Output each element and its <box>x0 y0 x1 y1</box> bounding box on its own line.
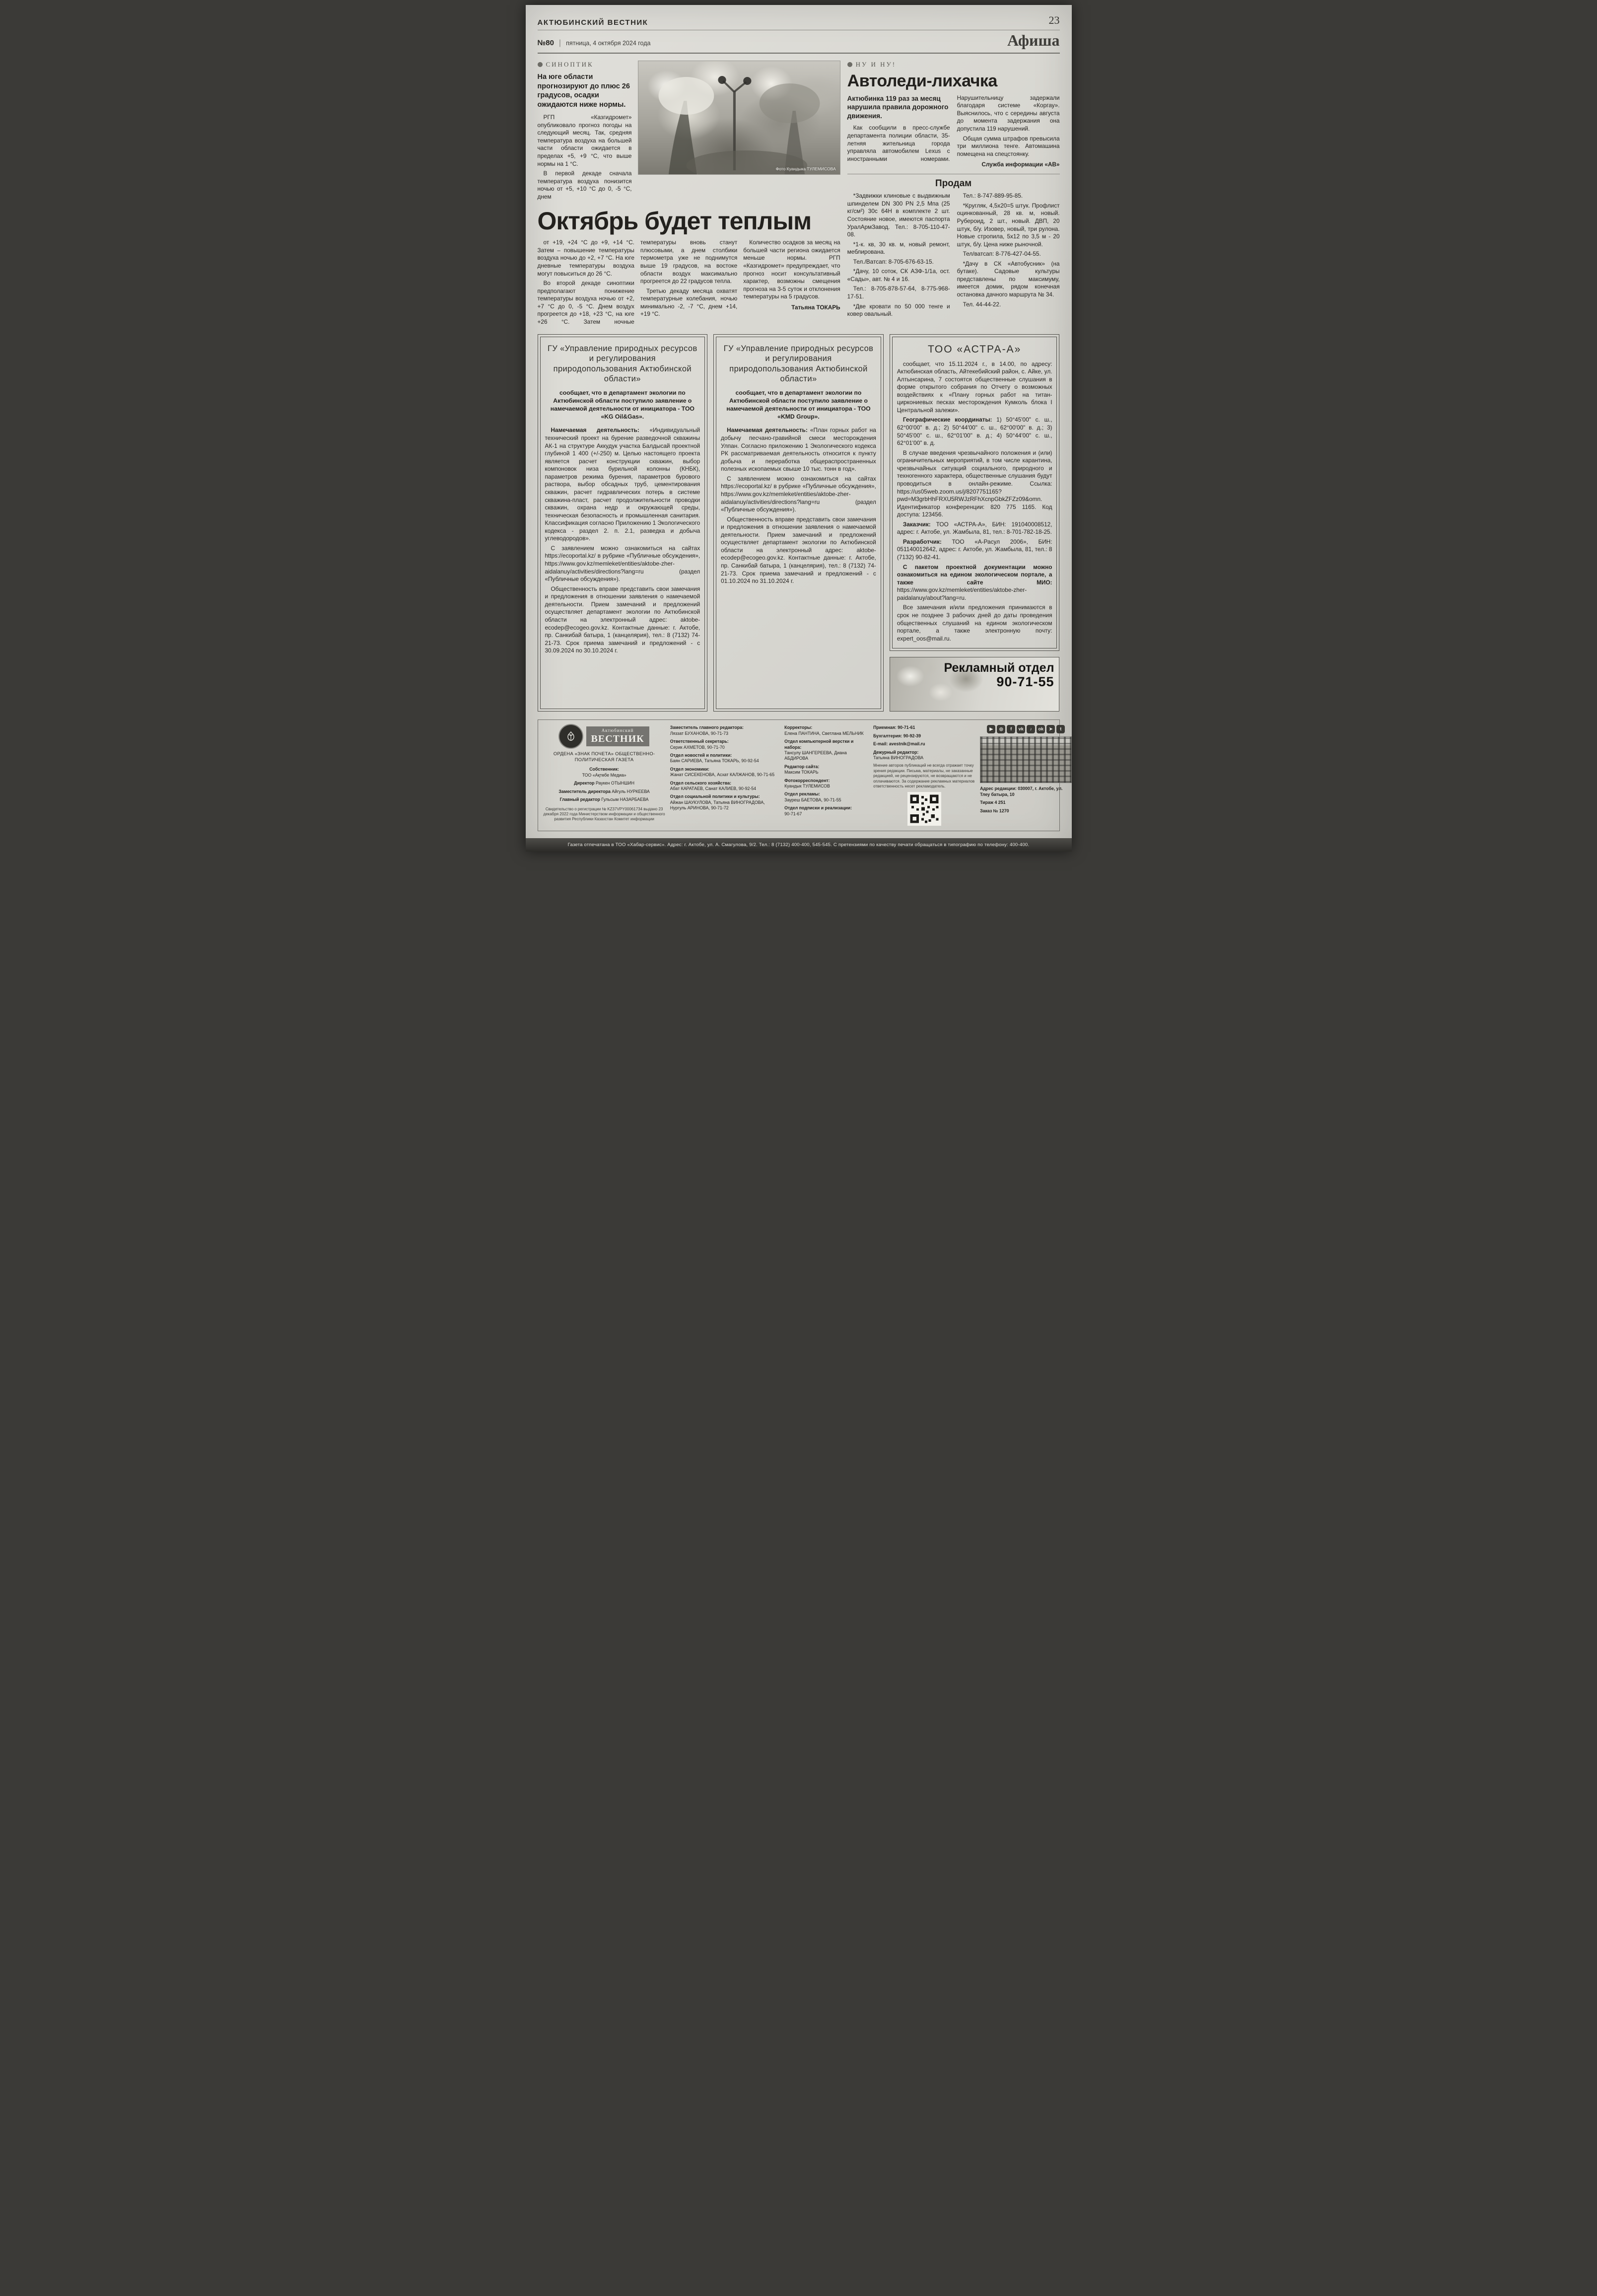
staff-label: Фотокорреспондент: <box>784 778 830 783</box>
page-header <box>538 14 1060 54</box>
notice-subtitle: сообщает, что в департамент экологии по Актюбинской области поступило заявление о намечаемой деятельности от инициатора - ТОО «KG Oil&Gas». <box>550 389 694 420</box>
autolady-headline: Автоледи-лихачка <box>847 71 997 90</box>
notice-lead: Намечаемая деятельность: <box>727 427 808 434</box>
odnoklassniki-icon: ok <box>1037 725 1045 733</box>
notice-paragraph <box>897 416 1052 447</box>
notice-paragraph: Общественность вправе представить свои замечания и предложения в отношении заявления о намечаемой деятельности. Прием замечаний и предложений осуществляет департамент экологии по Актюбинской области на электронный адрес: aktobe-ecodep@ecogeo.gov.kz. Контактные данные: г. Актобе, пр. Санкибай батыра, 1 (канцелярия), тел.: 8 (7132) 74-21-73. Срок приема замечаний и предложений - с 01.10.2024 по 31.10.2024 г. <box>721 515 876 585</box>
notice-paragraph: С заявлением можно ознакомиться на сайтах https://ecoportal.kz/ в рубрике «Публичные обсуждения», https://www.gov.kz/memleket/entities/aktobe-zher-aidalanuy/activities/directions?lang=ru (раздел «Публичные обсуждения»). <box>545 544 700 583</box>
notice-lead: С пакетом проектной документации можно ознакомиться на едином экологическом портале, а также сайте МИО: <box>897 563 1052 586</box>
director-label: Директор <box>574 781 595 786</box>
staff-value: Тансулу ШАНГЕРЕЕВА, Диана АБДИРОВА <box>784 750 847 761</box>
social-icons-row <box>980 725 1072 733</box>
telegram-icon: ➤ <box>1046 725 1055 733</box>
paragraph: Во второй декаде синоптики предполагают понижение температуры воздуха ночью от +2, +7 °С до 0, -5 °С. Днем воздух прогреется до +18, +23 °С, на юге +26 °С. Затем ночные температуры вновь станут плюсовыми, а днем столбики термометра уже не поднимутся выше 19 градусов, на востоке области воздух максимально прогреется до 22 градусов тепла. <box>537 239 738 325</box>
circulation: Тираж 4 251 <box>980 800 1006 805</box>
owner-value: ТОО «Ақтөбе Медиа» <box>582 772 626 778</box>
owner-label: Собственник: <box>589 767 619 772</box>
duty-editor-label: Дежурный редактор: <box>873 749 919 755</box>
tulip-icon <box>564 730 577 743</box>
tiktok-icon: ♪ <box>1027 725 1035 733</box>
qr-code <box>907 792 941 826</box>
weather-lede: На юге области прогнозируют до плюс 26 градусов, осадки ожидаются ниже нормы. <box>537 72 630 109</box>
notice-org: ГУ «Управление природных ресурсов и регулирования природопользования Актюбинской области» <box>547 344 697 384</box>
staff-value: 90-71-67 <box>784 811 802 816</box>
page-number: 23 <box>1048 14 1060 26</box>
chief-editor-label: Главный редактор <box>559 797 600 802</box>
deputy-label: Заместитель директора <box>558 789 611 794</box>
staff-value: Айжан ШАУКУЛОВА, Татьяна ВИНОГРАДОВА, Нургуль АРИНОВА, 90-71-72 <box>670 799 765 811</box>
autolady-lede: Актюбинка 119 раз за месяц нарушила правила дорожного движения. <box>847 94 949 120</box>
weather-byline: Татьяна ТОКАРЬ <box>791 303 840 311</box>
issue-number: №80 <box>537 38 554 47</box>
email-line: E-mail: avestnik@mail.ru <box>873 741 925 747</box>
section-title: Афиша <box>1007 31 1060 49</box>
notice-lead: Намечаемая деятельность: <box>551 427 639 434</box>
facebook-icon: f <box>1007 725 1015 733</box>
staff-value: Абат КАРАТАЕВ, Санат КАЛИЕВ, 90-92-54 <box>670 786 757 791</box>
autolady-byline: Служба информации «АВ» <box>981 161 1060 168</box>
issue-date: пятница, 4 октября 2024 года <box>566 39 651 47</box>
notice-subtitle: сообщает, что в департамент экологии по Актюбинской области поступило заявление о намечаемой деятельности от инициатора - ТОО «KMD Group». <box>726 389 871 420</box>
masthead-badge <box>586 726 649 746</box>
right-boxes-column <box>890 334 1060 712</box>
notice-paragraph <box>545 427 700 542</box>
section-bullet-icon <box>847 62 852 67</box>
notice-org: ГУ «Управление природных ресурсов и регулирования природопользования Актюбинской области» <box>723 344 874 384</box>
instagram-icon: ◎ <box>997 725 1005 733</box>
imprint-col-contacts <box>873 725 975 826</box>
astra-title: ТОО «АСТРА-А» <box>928 343 1022 355</box>
notice-paragraph: сообщает, что 15.11.2024 г., в 14.00, по адресу: Актюбинская область, Айтекебийский район, с. Айке, ул. Алтынсарина, 7 состоятся общественные слушания в форме открытого собрания по Отчету о возможных воздействиях к «Плану горных работ на титан-циркониевых песках месторождения Кумколь блока I Центральной залежи». <box>897 360 1052 414</box>
classified-item: *1-к. кв, 30 кв. м, новый ремонт, меблирована. <box>847 240 950 256</box>
staff-label: Отдел новостей и политики: <box>670 752 732 758</box>
order-number: Заказ № 1270 <box>980 808 1009 813</box>
advertising-department-box <box>890 657 1060 712</box>
staff-label: Редактор сайта: <box>784 764 820 769</box>
staff-label: Отдел сельского хозяйства: <box>670 780 732 786</box>
imprint-col-address <box>980 725 1072 826</box>
notice-paragraph: Все замечания и/или предложения принимаются в срок не позднее 3 рабочих дней до даты проведения общественных слушаний на едином экологическом портале, а также электронную почту: expert_oos@mail.ru. <box>897 604 1052 642</box>
paragraph: Общая сумма штрафов превысила три миллиона тенге. Автомашина помещена на спецстоянку. <box>957 135 1060 157</box>
staff-label: Отдел социальной политики и культуры: <box>670 794 760 799</box>
classifieds-body <box>847 192 1060 318</box>
classified-item: Тел.: 8-747-889-95-85. <box>963 192 1023 200</box>
staff-label: Корректоры: <box>784 725 813 730</box>
paragraph: Как сообщили в пресс-службе департамента полиции области, 35-летняя жительница города управляла автомобилем Lexus с иностранными номерами. Нарушительницу задержали благодаря системе «Коргау». Выяснилось, что с середины августа до момента задержания она допустила 119 нарушений. <box>847 94 1060 162</box>
photo-credit: Фото Куандыка ТУЛЕМИСОВА <box>775 166 836 171</box>
masthead-big: ВЕСТНИК <box>591 733 644 745</box>
reception-phone: Приемная: 90-71-61 <box>873 725 915 730</box>
award-text: ОРДЕНА «ЗНАК ПОЧЕТА» ОБЩЕСТВЕННО-ПОЛИТИЧЕСКАЯ ГАЗЕТА <box>553 751 655 763</box>
vk-icon: vk <box>1017 725 1025 733</box>
staff-value: Баян САРИЕВА, Татьяна ТОКАРЬ, 90-92-54 <box>670 758 759 764</box>
accounting-phone: Бухгалтерия: 90-92-39 <box>873 733 921 738</box>
notice-paragraph: В случае введения чрезвычайного положения и (или) ограничительных мероприятий, в том числе карантина, чрезвычайных ситуаций социального, природного и техногенного характера, общественные слушания будут проводиться в онлайн-режиме. Ссылка: https://us05web.zoom.us/j/8207751165?pwd=M3grbHhFRXU5RWJzRFhXcnpGbkZFZz09&omn. Идентификатор конференции: 820 775 1165. Код доступа: 123456. <box>897 449 1052 518</box>
masthead-small: Актюбинский <box>601 728 634 733</box>
staff-label: Отдел компьютерной верстки и набора: <box>784 739 854 750</box>
right-column <box>847 61 1060 326</box>
section-bullet-icon <box>538 62 543 67</box>
youtube-icon: ▶ <box>987 725 995 733</box>
aktobe-media-logo-icon <box>559 725 582 748</box>
imprint-col-masthead <box>543 725 666 826</box>
print-info-bar: Газета отпечатана в ТОО «Хабар-сервис». Адрес: г. Актобе, ул. А. Смагулова, 9/2. Тел.: 8 (7132) 400-400, 545-545. С претензиями по качеству печати обращаться в типографию по телефону: 400-400. <box>526 838 1072 852</box>
duty-editor-name: Татьяна ВИНОГРАДОВА <box>873 755 924 760</box>
notice-box-kg-oilgas <box>538 334 708 712</box>
director-name: Раукен ОТЫНШИН <box>595 781 634 786</box>
staff-label: Отдел рекламы: <box>784 791 820 797</box>
paragraph: от +19, +24 °С до +9, +14 °С. Затем – повышение температуры воздуха ночью до +2, +7 °С. На юге дневные температуры воздуха могут повыситься до 26 °С. <box>537 239 634 277</box>
classified-item: *Дачу, 10 соток, СК АЗФ-1/1а, ост. «Сады», авт. № 4 и 16. <box>847 268 950 283</box>
notice-text: https://www.gov.kz/memleket/entities/aktobe-zher-paidalanuy/about?lang=ru. <box>897 586 1027 601</box>
staff-value: Ляззат БУХАНОВА, 90-71-73 <box>670 730 728 736</box>
notice-lead: Разработчик: <box>903 538 942 545</box>
staff-value: Елена ПАНТИНА, Светлана МЕЛЬНИК <box>784 730 864 736</box>
notice-lead: Заказчик: <box>903 520 931 528</box>
notice-text: «Индивидуальный технический проект на бурение разведочной скважины АК-1 на структуре Аккудук участка Балдысай проектной глубиной 1 400 (+/-250) м. Целью настоящего проекта является расчет конструкции скважин, выбор компоновок низа бурильной колонны (КНБК), параметров режима бурения, параметров бурового раствора, выбор обсадных труб, цементирования скважин, расчет гидравлических потерь в системе скважина-пласт, расчет продолжительности проводки скважин, охрана недр и окружающей среды, техническая безопасность и промышленная санитария. Классификация согласно Приложению 1 Экологического кодекса - раздел 2. п. 2.1, разведка и добыча углеводородов». <box>545 427 700 542</box>
paragraph: Количество осадков за месяц на большей части региона ожидается меньше нормы. РГП «Казгидромет» предупреждает, что прогноз носит консультативный характер, возможны смещения прогноза на 3-5 суток и отклонения температуры на 5 градусов. <box>743 239 840 300</box>
staff-value: Жанат СИСЕКЕНОВА, Асхат КАЛЖАНОВ, 90-71-65 <box>670 772 775 778</box>
imprint-col-staff <box>670 725 780 826</box>
classifieds-section <box>847 178 1060 318</box>
staff-label: Ответственный секретарь: <box>670 739 729 744</box>
autolady-kicker: НУ И НУ! <box>855 60 897 68</box>
notice-box-kmd-group <box>713 334 884 712</box>
staff-label: Отдел подписки и реализации: <box>784 805 852 811</box>
weather-intro-paragraph: РГП «Казгидромет» опубликовало прогноз погоды на следующий месяц. Так, средняя температура воздуха на большей части области ожидается в пределах +5, +9 °С, что выше нормы на 1 °С. <box>537 114 632 167</box>
notice-lead: Географические координаты: <box>903 416 992 424</box>
classified-item: *Дачу в СК «Автобусник» (на бутаке). Садовые культуры представлены по максимуму, имеется домик, рядом конечная остановка дачного маршрута № 34. <box>957 260 1060 298</box>
masthead: АКТЮБИНСКИЙ ВЕСТНИК <box>537 18 648 27</box>
notice-paragraph <box>897 521 1052 536</box>
imprint-col-staff2 <box>784 725 869 826</box>
notice-text: ТОО «АСТРА-А», БИН: 191040008512, адрес: г. Актобе, ул. Жамбыла, 81, тел.: 8-701-782-18-25. <box>897 520 1052 536</box>
editorial-building-photo <box>980 736 1072 783</box>
notice-box-astra <box>890 334 1060 651</box>
classified-item: *Кругляк, 4,5х20=5 штук. Профлист оцинкованный, 28 кв. м, новый. Рубероид, 2 шт., новый. ДВП, 20 штук, б/у. Изовер, новый, три рулона. Новые стропила, 5х12 по 3,5 м - 20 штук, б/у. Цена ниже рыночной. <box>957 202 1060 248</box>
weather-kicker: СИНОПТИК <box>546 60 594 68</box>
imprint <box>538 719 1063 831</box>
notice-text: «План горных работ на добычу песчано-гравийной смеси месторождения Улпан. Согласно приложению 1 Экологического кодекса РК рассматриваемая деятельность относится к пункту добыча и переработка общераспространенных полезных ископаемых свыше 10 тыс. тонн в год». <box>721 427 876 473</box>
notice-text: 1) 50°45'00" с. ш., 62°00'00" в. д.; 2) 50°44'00" с. ш., 62°00'00" в. д.; 3) 50°45'00" с. ш., 62°01'00" в. д.; 4) 50°44'00" с. ш., 62°01'00" в. д. <box>897 416 1052 447</box>
staff-value: Максим ТОКАРЬ <box>784 770 819 775</box>
weather-photo <box>638 61 840 175</box>
notice-paragraph <box>721 427 876 473</box>
deputy-name: Айгуль НУРКЕЕВА <box>612 789 650 794</box>
weather-body <box>538 239 840 326</box>
ad-phone: 90-71-55 <box>996 674 1054 690</box>
notice-paragraph <box>897 564 1052 602</box>
twitter-icon: t <box>1056 725 1065 733</box>
notice-paragraph: С заявлением можно ознакомиться на сайтах https://ecoportal.kz/ в рубрике «Публичные обсуждения», https://www.gov.kz/memleket/entities/aktobe-zher-aidalanuy/activities/directions?lang=ru (раздел «Публичные обсуждения»). <box>721 475 876 513</box>
autolady-body <box>847 94 1060 168</box>
newspaper-page <box>526 5 1072 852</box>
notice-paragraph: Общественность вправе представить свои замечания и предложения в отношении заявления о намечаемой деятельности. Прием замечаний и предложений осуществляет департамент экологии по Актюбинской области на электронный адрес: aktobe-ecodep@ecogeo.gov.kz. Контактные данные: г. Актобе, пр. Санкибай батыра, 1 (канцелярия), тел.: 8 (7132) 74-21-73. Срок приема замечаний и предложений - с 30.09.2024 по 30.10.2024 г. <box>545 585 700 654</box>
staff-label: Отдел экономики: <box>670 766 709 772</box>
chief-editor-name: Гульсым НАЗАРБАЕВА <box>601 797 649 802</box>
notice-paragraph <box>897 538 1052 562</box>
classified-item: *Задвижки клиновые с выдвижным шпинделем DN 300 PN 2,5 Мпа (25 кг/см²) 30с 64Н в комплекте 2 шт. Состояние новое, имеются паспорта УралАрмЗавод. Тел.: 8-705-110-47-08. <box>847 192 950 238</box>
staff-label: Заместитель главного редактора: <box>670 725 744 730</box>
staff-value: Серик АХМЕТОВ, 90-71-70 <box>670 744 725 750</box>
staff-value: Куандык ТУЛЕМИСОВ <box>784 784 830 789</box>
paragraph: Третью декаду месяца охватят температурные колебания, ночью минимально -2, -7 °С, днем +14, +19 °С. <box>640 287 738 318</box>
classified-item: *Две кровати по 50 000 тенге и ковер овальный. <box>847 302 950 318</box>
classifieds-title: Продам <box>935 178 972 189</box>
weather-headline: Октябрь будет теплым <box>537 207 812 235</box>
issue-separator: | <box>558 38 561 47</box>
classified-item: Тел./Ватсап: 8-705-676-63-15. <box>853 258 934 265</box>
autolady-article <box>847 61 1060 168</box>
weather-left-column <box>538 61 632 203</box>
weather-article <box>538 61 840 326</box>
editorial-address: Адрес редакции: 030007, г. Актобе, ул. Тлеу батыра, 10 <box>980 786 1063 797</box>
registration-text: Свидетельство о регистрации № KZ37VPY00061734 выдано 23 декабря 2022 года Министерством информации и общественного развития Республики Казахстан Комитет информации <box>543 806 665 822</box>
classified-item: Тел. 44-44-22. <box>963 300 1001 308</box>
notice-text: ТОО «А-Расул 2006», БИН: 051140012642, адрес: г. Актобе, ул. Жамбыла, 81, тел.: 8 (7132) 90-82-41. <box>897 538 1052 561</box>
ad-title: Рекламный отдел <box>944 661 1054 675</box>
staff-value: Зауреш БАЕТОВА, 90-71-55 <box>784 797 841 802</box>
trees-lamp-illustration <box>638 61 840 174</box>
header-rule-thick <box>538 53 1060 54</box>
classified-item: Тел.: 8-705-878-57-64, 8-775-968-17-51. <box>847 285 950 300</box>
classified-item: Тел/ватсап: 8-776-427-04-55. <box>963 250 1041 258</box>
disclaimer-text: Мнение авторов публикаций не всегда отражает точку зрения редакции. Письма, материалы, не заказанные редакцией, не рецензируются, не возвращаются и не оплачиваются. За содержание рекламных материалов ответственность несет рекламодатель. <box>873 763 975 789</box>
weather-intro-paragraph: В первой декаде сначала температура воздуха понизится ночью от +5, +10 °С до 0, -5 °С, днем <box>537 170 632 200</box>
